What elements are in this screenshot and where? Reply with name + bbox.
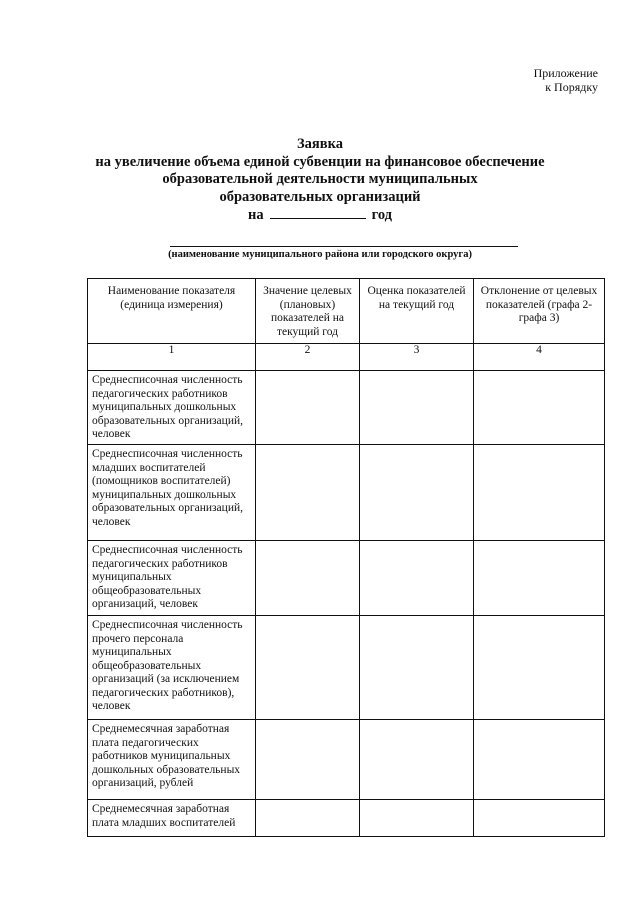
estimate-cell[interactable] xyxy=(360,800,474,837)
target-value-cell[interactable] xyxy=(256,371,360,445)
deviation-cell[interactable] xyxy=(474,541,605,616)
title-line-3: образовательной деятельности муниципальных xyxy=(162,171,478,187)
year-prefix: на xyxy=(248,207,264,223)
column-number: 4 xyxy=(474,344,605,371)
indicator-name: Среднесписочная численность педагогических работников муниципальных общеобразовательных организаций, человек xyxy=(88,541,256,616)
column-number: 3 xyxy=(360,344,474,371)
indicator-name: Среднемесячная заработная плата педагогических работников муниципальных дошкольных образовательных организаций, рублей xyxy=(88,720,256,800)
municipal-name-blank-line xyxy=(170,246,518,247)
table-row xyxy=(88,371,605,445)
table-row xyxy=(88,616,605,720)
appendix-note xyxy=(534,66,598,94)
target-value-cell[interactable] xyxy=(256,720,360,800)
indicator-name: Среднемесячная заработная плата младших воспитателей xyxy=(88,800,256,837)
table-row xyxy=(88,720,605,800)
table-row xyxy=(88,541,605,616)
estimate-cell[interactable] xyxy=(360,445,474,541)
table-header-row xyxy=(88,279,605,344)
estimate-cell[interactable] xyxy=(360,720,474,800)
deviation-cell[interactable] xyxy=(474,616,605,720)
deviation-cell[interactable] xyxy=(474,800,605,837)
deviation-cell[interactable] xyxy=(474,720,605,800)
estimate-cell[interactable] xyxy=(360,541,474,616)
title-line-1: Заявка xyxy=(297,136,343,152)
target-value-cell[interactable] xyxy=(256,616,360,720)
request-table xyxy=(87,278,605,837)
header-indicator: Наименование показателя (единица измерения) xyxy=(88,279,256,344)
title-line-4: образовательных организаций xyxy=(219,188,421,205)
deviation-cell[interactable] xyxy=(474,371,605,445)
indicator-name: Среднесписочная численность прочего персонала муниципальных общеобразовательных организаций (за исключением педагогических работников), человек xyxy=(88,616,256,720)
indicator-name: Среднесписочная численность педагогических работников муниципальных дошкольных образовательных организаций, человек xyxy=(88,371,256,445)
estimate-cell[interactable] xyxy=(360,616,474,720)
deviation-cell[interactable] xyxy=(474,445,605,541)
appendix-line-2: к Порядку xyxy=(545,80,598,94)
estimate-cell[interactable] xyxy=(360,371,474,445)
table-row xyxy=(88,800,605,837)
title-line-2: на увеличение объема единой субвенции на финансовое обеспечение xyxy=(95,153,545,170)
appendix-line-1: Приложение xyxy=(533,66,598,80)
municipal-caption: (наименование муниципального района или городского округа) xyxy=(168,249,472,260)
document-title xyxy=(0,136,640,225)
header-estimate: Оценка показателей на текущий год xyxy=(360,279,474,344)
indicator-name: Среднесписочная численность младших воспитателей (помощников воспитателей) муниципальных дошкольных образовательных организаций, человек xyxy=(88,445,256,541)
column-number-row xyxy=(88,344,605,371)
year-blank-field xyxy=(270,206,366,219)
year-suffix: год xyxy=(371,207,392,223)
year-line xyxy=(0,206,640,225)
target-value-cell[interactable] xyxy=(256,445,360,541)
target-value-cell[interactable] xyxy=(256,800,360,837)
target-value-cell[interactable] xyxy=(256,541,360,616)
column-number: 2 xyxy=(256,344,360,371)
column-number: 1 xyxy=(88,344,256,371)
header-deviation: Отклонение от целевых показателей (графа 2- графа 3) xyxy=(474,279,605,344)
header-target-values: Значение целевых (плановых) показателей на текущий год xyxy=(256,279,360,344)
table-row xyxy=(88,445,605,541)
